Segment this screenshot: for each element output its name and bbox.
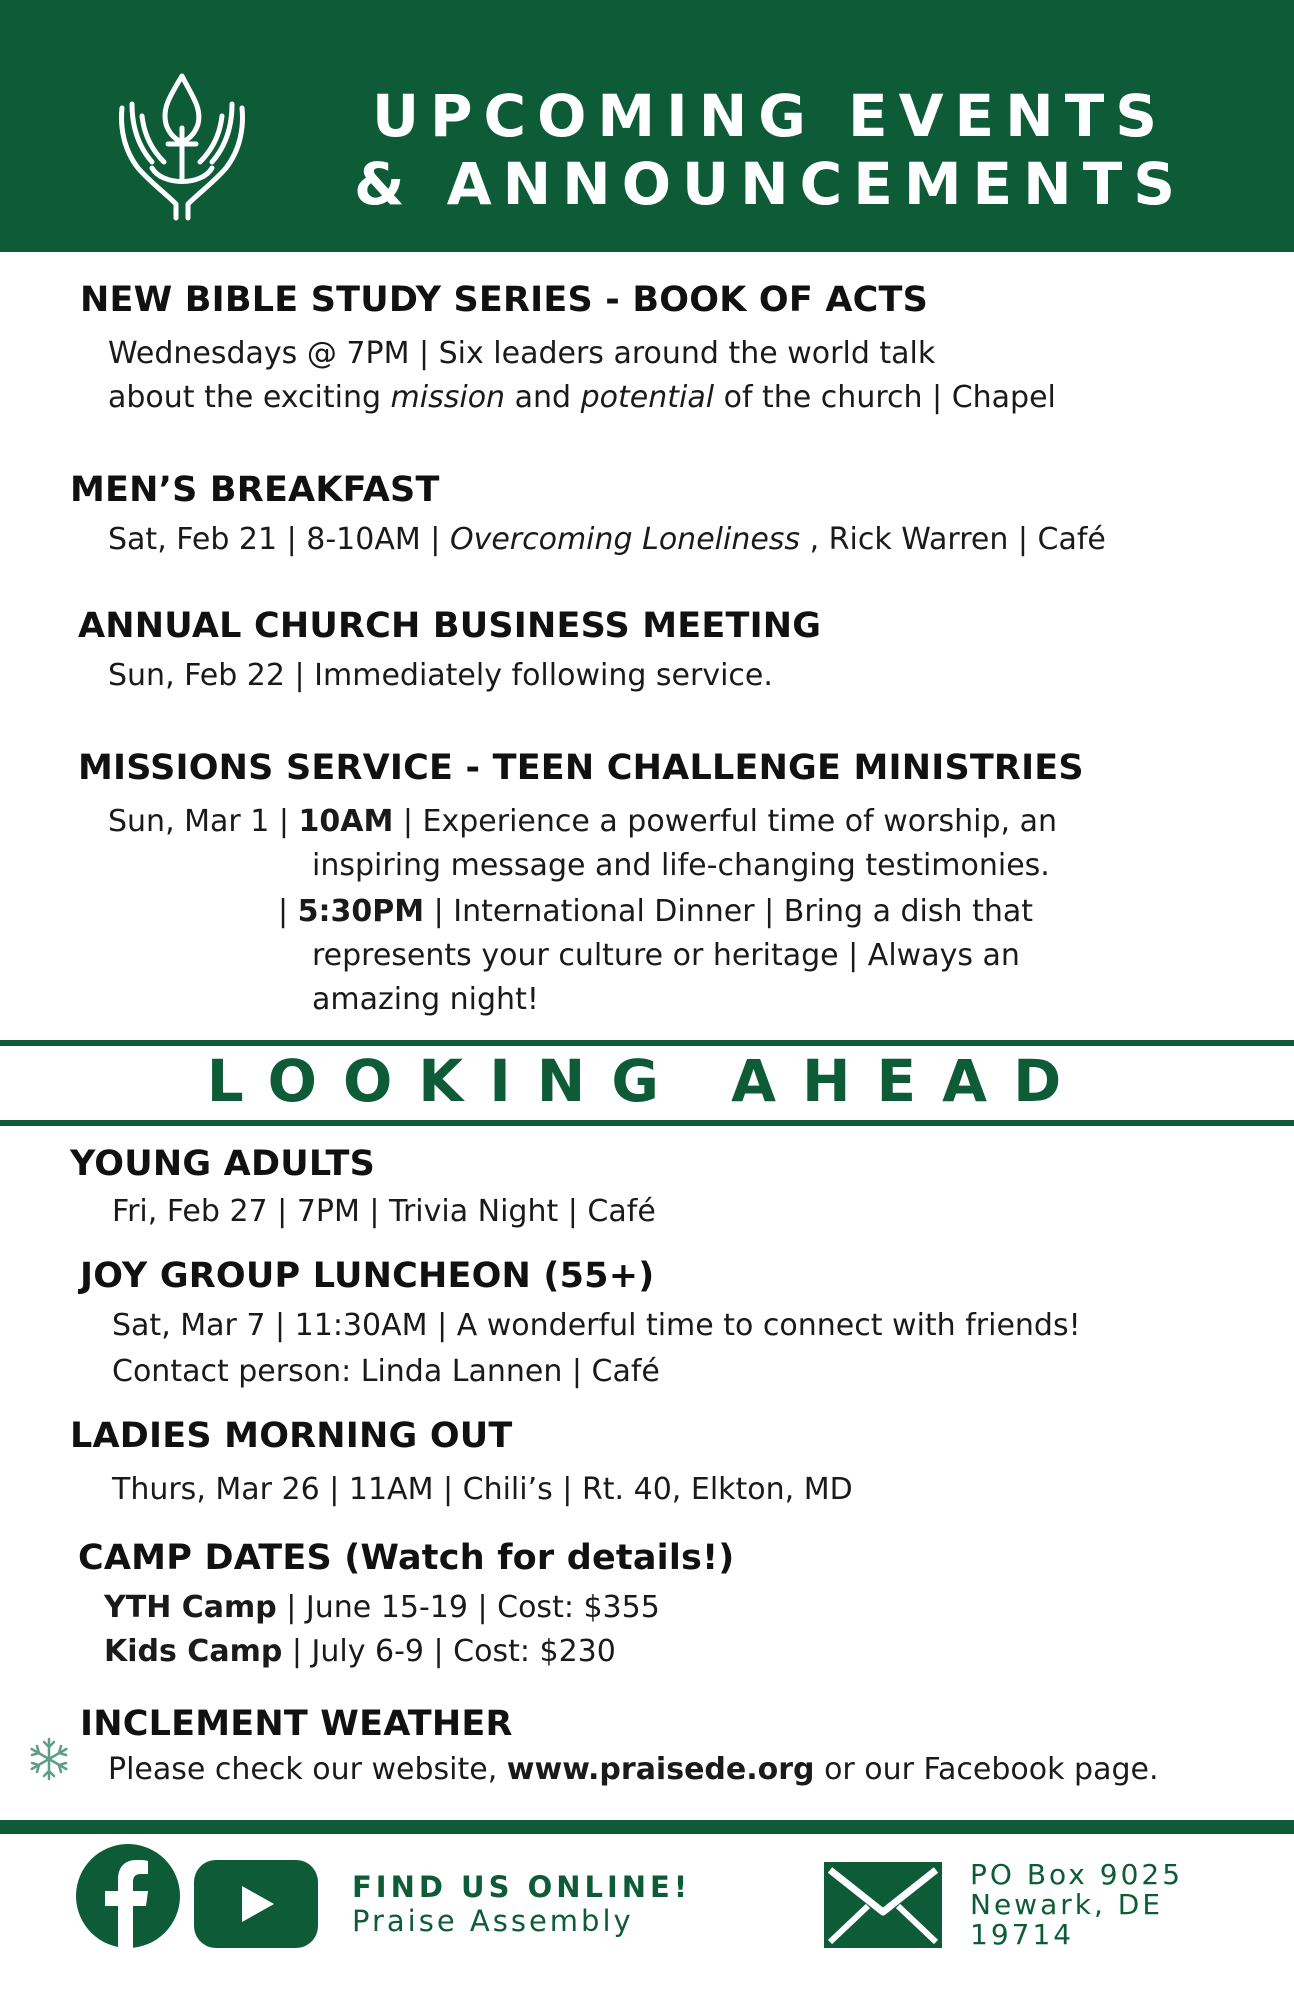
title-line-2: & ANNOUNCEMENTS bbox=[353, 150, 1187, 218]
address-line-1: PO Box 9025 bbox=[970, 1858, 1184, 1891]
event-detail-missions-4: represents your culture or heritage | Always an bbox=[312, 938, 1020, 973]
youtube-icon[interactable] bbox=[194, 1860, 318, 1948]
event-detail-kids-camp: Kids Camp | July 6-9 | Cost: $230 bbox=[104, 1634, 616, 1669]
header-banner bbox=[0, 0, 1294, 252]
find-us-online-label: FIND US ONLINE! bbox=[352, 1870, 692, 1904]
mailing-address bbox=[970, 1860, 1183, 1950]
event-title-bible-study: NEW BIBLE STUDY SERIES - BOOK OF ACTS bbox=[80, 280, 928, 320]
divider-bottom bbox=[0, 1120, 1294, 1126]
event-detail-missions-2: inspiring message and life-changing testimonies. bbox=[312, 848, 1050, 883]
event-detail-yth-camp: YTH Camp | June 15-19 | Cost: $355 bbox=[104, 1590, 660, 1625]
event-detail-bible-study-2: about the exciting mission and potential of the church | Chapel bbox=[108, 380, 1056, 415]
event-detail-missions-1: Sun, Mar 1 | 10AM | Experience a powerful time of worship, an bbox=[108, 804, 1057, 839]
snowflake-icon bbox=[26, 1736, 72, 1782]
mail-icon bbox=[824, 1862, 942, 1948]
address-line-2: Newark, DE bbox=[970, 1888, 1164, 1921]
section-heading-looking-ahead: LOOKING AHEAD bbox=[206, 1047, 1088, 1115]
event-detail-young-adults: Fri, Feb 27 | 7PM | Trivia Night | Café bbox=[112, 1194, 656, 1229]
event-title-mens-breakfast: MEN’S BREAKFAST bbox=[70, 470, 440, 510]
event-detail-missions-5: amazing night! bbox=[312, 982, 539, 1017]
event-detail-missions-3: | 5:30PM | International Dinner | Bring a dish that bbox=[278, 894, 1033, 929]
event-detail-inclement-weather: Please check our website, www.praisede.org or our Facebook page. bbox=[108, 1752, 1159, 1787]
event-title-annual-meeting: ANNUAL CHURCH BUSINESS MEETING bbox=[78, 606, 822, 646]
event-detail-joy-group-2: Contact person: Linda Lannen | Café bbox=[112, 1354, 660, 1389]
title-line-1: UPCOMING EVENTS bbox=[371, 82, 1169, 150]
event-title-inclement-weather: INCLEMENT WEATHER bbox=[80, 1704, 513, 1744]
event-detail-ladies-morning-out: Thurs, Mar 26 | 11AM | Chili’s | Rt. 40, Elkton, MD bbox=[112, 1472, 853, 1507]
event-title-joy-group: JOY GROUP LUNCHEON (55+) bbox=[80, 1256, 655, 1296]
event-title-missions-service: MISSIONS SERVICE - TEEN CHALLENGE MINISTRIES bbox=[78, 748, 1084, 788]
website-link[interactable]: www.praisede.org bbox=[506, 1752, 815, 1787]
church-logo-icon bbox=[112, 68, 252, 226]
event-detail-annual-meeting: Sun, Feb 22 | Immediately following service. bbox=[108, 658, 773, 693]
church-name: Praise Assembly bbox=[352, 1904, 634, 1938]
event-detail-bible-study-1: Wednesdays @ 7PM | Six leaders around the world talk bbox=[108, 336, 936, 371]
facebook-icon[interactable] bbox=[76, 1844, 180, 1948]
event-title-young-adults: YOUNG ADULTS bbox=[70, 1144, 376, 1184]
event-detail-mens-breakfast: Sat, Feb 21 | 8-10AM | Overcoming Loneliness , Rick Warren | Café bbox=[108, 522, 1106, 557]
page-title bbox=[270, 82, 1270, 218]
footer-divider bbox=[0, 1820, 1294, 1834]
event-title-ladies-morning-out: LADIES MORNING OUT bbox=[70, 1416, 513, 1456]
event-title-camp-dates: CAMP DATES (Watch for details!) bbox=[78, 1538, 735, 1578]
event-detail-joy-group-1: Sat, Mar 7 | 11:30AM | A wonderful time to connect with friends! bbox=[112, 1308, 1081, 1343]
address-line-3: 19714 bbox=[970, 1918, 1075, 1951]
